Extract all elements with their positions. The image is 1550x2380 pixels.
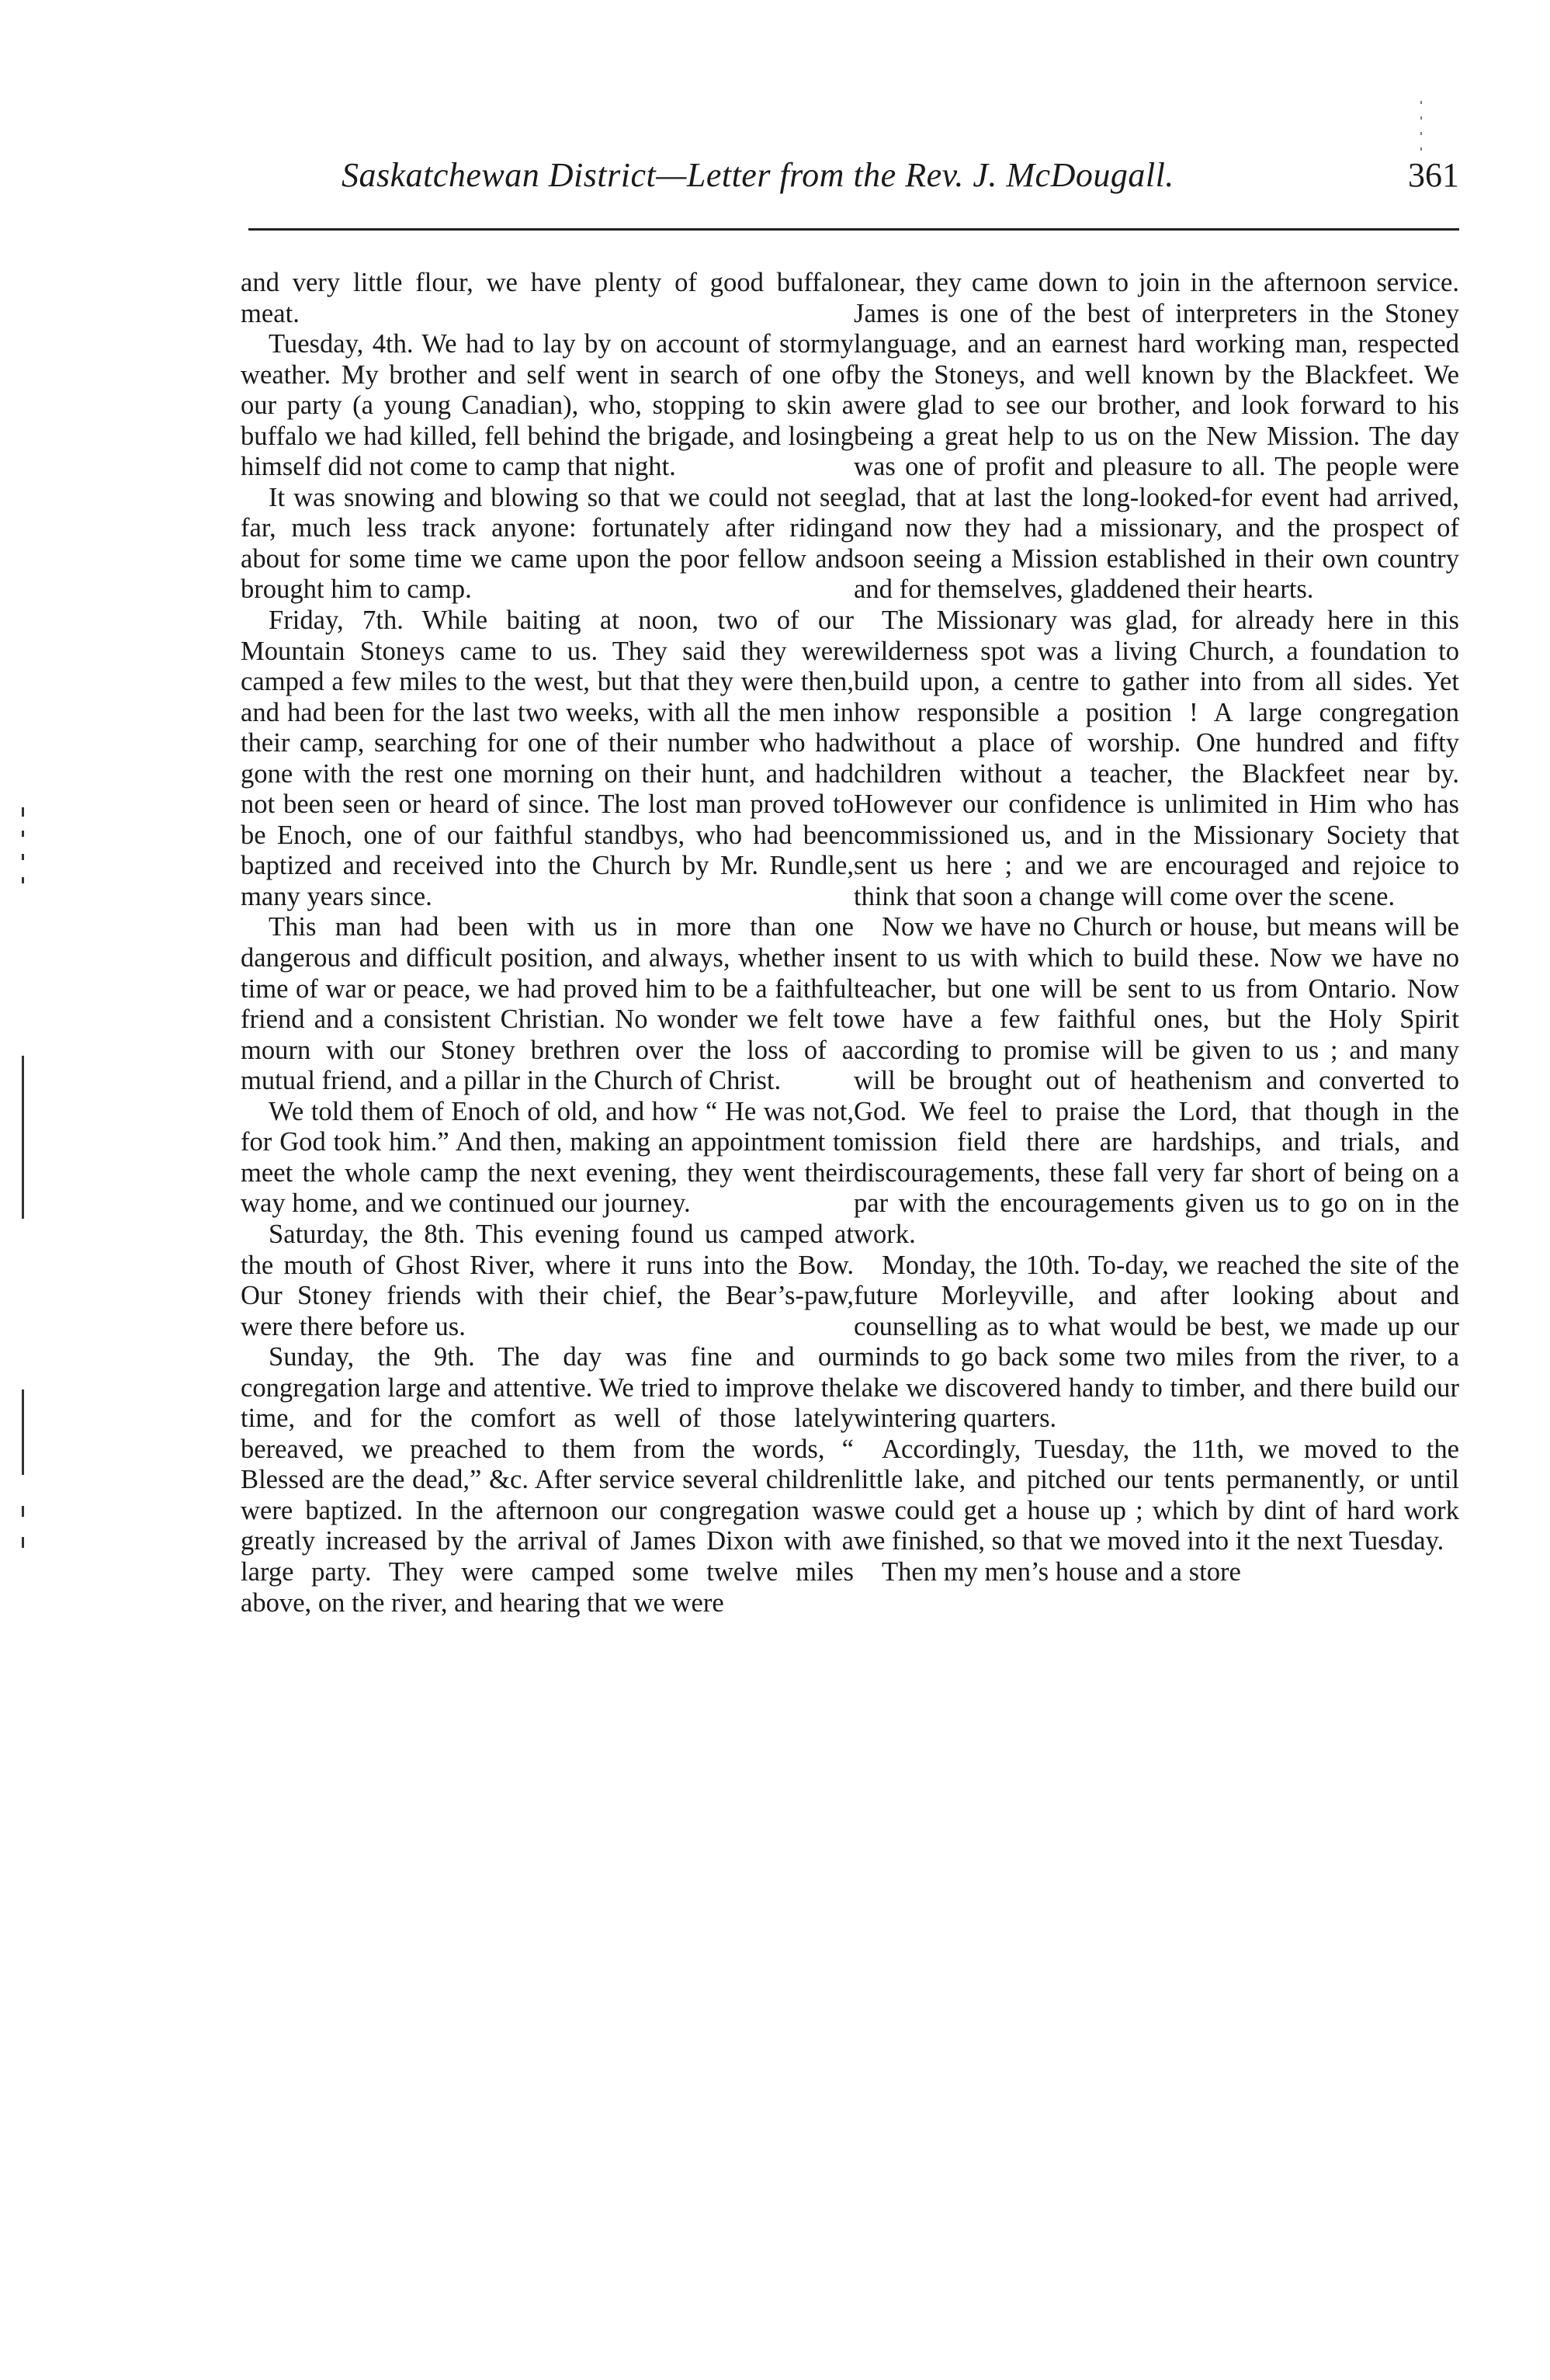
- paragraph: near, they came down to join in the afternoon service. James is one of the best of interpreters in the Stoney language, and an earnest hard working man, respected by the Stoneys, and well known by the Blackfeet. We were glad to see our brother, and look forward to his being a great help to us on the New Mission. The day was one of profit and pleasure to all. The people were glad, that at last the long-looked-for event had arrived, and now they had a missionary, and the prospect of soon seeing a Mission established in their own country and for themselves, gladdened their hearts.: [854, 268, 1459, 605]
- running-title: Saskatchewan District—Letter from the Rev. J. McDougall.: [342, 156, 1174, 194]
- paragraph: Saturday, the 8th. This evening found us camped at the mouth of Ghost River, where it runs into the Bow. Our Stoney friends with their chief, the Bear’s-paw, were there before us.: [241, 1219, 854, 1341]
- running-header: [342, 155, 1459, 202]
- paragraph: It was snowing and blowing so that we could not see far, much less track anyone: fortunately after riding about for some time we came upon the poor fellow and brought him to camp.: [241, 482, 854, 605]
- paragraph: Now we have no Church or house, but means will be sent to us with which to build these. Now we have no teacher, but one will be sent to us from Ontario. Now we have a few faithful ones, but the Holy Spirit according to promise will be given to us ; and many will be brought out of heathenism and converted to God. We feel to praise the Lord, that though in the mission field there are hardships, and trials, and discouragements, these fall very far short of being on a par with the encouragements given us to go on in the work.: [854, 912, 1459, 1249]
- paragraph: Tuesday, 4th. We had to lay by on account of stormy weather. My brother and self went in search of one of our party (a young Canadian), who, stopping to skin a buffalo we had killed, fell behind the brigade, and losing himself did not come to camp that night.: [241, 329, 854, 482]
- paragraph: Accordingly, Tuesday, the 11th, we moved to the little lake, and pitched our tents permanently, or until we could get a house up ; which by dint of hard work we finished, so that we moved into it the next Tuesday.: [854, 1434, 1459, 1556]
- left-column: [241, 268, 854, 1618]
- paragraph: Friday, 7th. While baiting at noon, two of our Mountain Stoneys came to us. They said they were camped a few miles to the west, but that they were then, and had been for the last two weeks, with all the men in their camp, searching for one of their number who had gone with the rest one morning on their hunt, and had not been seen or heard of since. The lost man proved to be Enoch, one of our faithful standbys, who had been baptized and received into the Church by Mr. Rundle, many years since.: [241, 605, 854, 911]
- paragraph: The Missionary was glad, for already here in this wilderness spot was a living Church, a foundation to build upon, a centre to gather into from all sides. Yet how responsible a position ! A large congregation without a place of worship. One hundred and fifty children without a teacher, the Blackfeet near by. However our confidence is unlimited in Him who has commissioned us, and in the Missionary Society that sent us here ; and we are encouraged and rejoice to think that soon a change will come over the scene.: [854, 605, 1459, 911]
- page-number: 361: [1408, 156, 1459, 194]
- paragraph: and very little flour, we have plenty of good buffalo meat.: [241, 268, 854, 328]
- header-rule: [248, 228, 1459, 231]
- corner-dot-marks: [1420, 101, 1423, 155]
- paragraph: Sunday, the 9th. The day was fine and our congregation large and attentive. We tried to improve the time, and for the comfort as well of those lately bereaved, we preached to them from the words, “ Blessed are the dead,” &c. After service several children were baptized. In the afternoon our congregation was greatly increased by the arrival of James Dixon with a large party. They were camped some twelve miles above, on the river, and hearing that we were: [241, 1342, 854, 1618]
- paragraph: This man had been with us in more than one dangerous and difficult position, and always, whether in time of war or peace, we had proved him to be a faithful friend and a consistent Christian. No wonder we felt to mourn with our Stoney brethren over the loss of a mutual friend, and a pillar in the Church of Christ.: [241, 912, 854, 1096]
- paragraph: Monday, the 10th. To-day, we reached the site of the future Morleyville, and after looking about and counselling as to what would be best, we made up our minds to go back some two miles from the river, to a lake we discovered handy to timber, and there build our wintering quarters.: [854, 1250, 1459, 1434]
- paragraph: Then my men’s house and a store: [882, 1556, 1241, 1587]
- paragraph: We told them of Enoch of old, and how “ He was not, for God took him.” And then, making an appointment to meet the whole camp the next evening, they went their way home, and we continued our journey.: [241, 1096, 854, 1219]
- right-column: [854, 268, 1459, 1588]
- margin-scan-marks: [22, 807, 31, 1584]
